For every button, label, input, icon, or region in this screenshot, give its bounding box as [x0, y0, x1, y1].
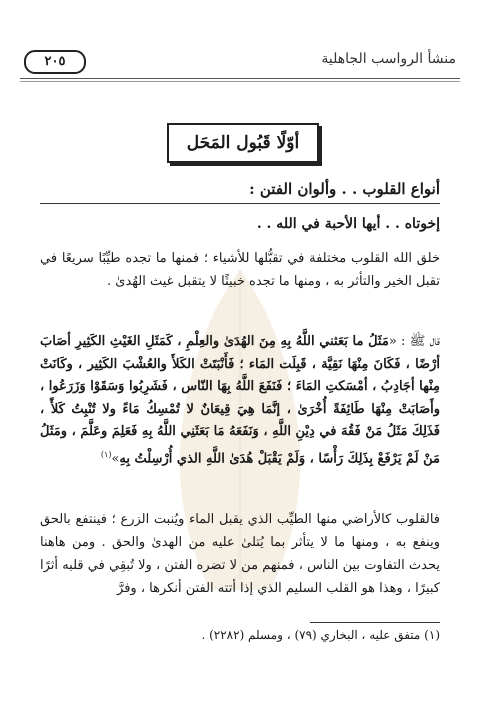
running-header-title: منشأ الرواسب الجاهلية	[321, 51, 456, 67]
footnote-ref[interactable]: (١)	[100, 449, 112, 459]
header-divider	[20, 78, 460, 79]
section-title-box	[167, 123, 319, 163]
page-number-badge: ٢٠٥	[24, 50, 86, 74]
section-title: أوّلًا قَبُول المَحَل	[186, 133, 300, 153]
header-divider-secondary	[20, 81, 460, 82]
paragraph-2-hadith	[40, 331, 440, 470]
hadith-quote: مَثَلُ ما بَعَثني اللَّهُ بِهِ مِنَ الهُدَىٰ والعِلْمِ ، كَمَثَلِ الغَيْثِ الكَثِيرِ أصَابَ أرْضًا ، فَكَانَ مِنْهَا نَقِيَّة ، قَبِلَت المَاء ؛ فَأَنْبَتَتْ الكَلأَ والعُشْبَ الكَثِير ، وكَانَتْ مِنْها أجَادِبُ ، أمْسَكتِ المَاءَ ؛ فَنَفَعَ اللَّهُ بِهَا النّاس ، فَشَرِبُوا وَسَقَوْا وَزَرَعُوا ، وأَصَابَتْ مِنْهَا طَائِفَةً أُخْرَىٰ ، إنَّمَا هِيَ قِيعَانٌ لا تُمْسِكُ مَاءً ولا تُنْبِتُ كَلأً ، فَذَلِكَ مَثَلُ مَنْ فَقُهَ في دِيْنِ اللَّهِ ، وَنَفَعَهُ مَا بَعَثَنِي اللَّهُ بِهِ فَعَلِمَ وعَلَّمَ ، ومَثَلُ مَنْ لَمْ يَرْفَعْ بِذَلِكَ رَأْسًا ، وَلَمْ يَقْبَلْ هُدَىٰ اللَّهِ الذي أُرْسِلْتُ بِهِ	[40, 334, 440, 466]
footnote: (١) متفق عليه ، البخاري (٧٩) ، ومسلم (٢٢٨٢) .	[201, 628, 440, 642]
hadith-close: »	[111, 450, 120, 466]
subheading: إخوتاه . . أيها الأحبة في الله . .	[256, 216, 440, 232]
hadith-intro: قال ﷺ : «	[388, 334, 440, 349]
paragraph-1: خلق الله القلوب مختلفة في تقبُّلها للأشياء ؛ فمنها ما تجده طيِّبًا سريعًا في تقبل الخير والتأثر به ، ومنها ما تجده خبيثًا لا يتقبل غيث الهُدىٰ .	[40, 251, 440, 289]
paragraph-3: فالقلوب كالأراضي منها الطيِّب الذي يقبل الماء ويُنبت الزرع ؛ فينتفع بالحق وينفع به ، ومنها ما لا يتأثر بما يُتلىٰ عليه من الهدىٰ والحق . ومن هاهنا يحدث التفاوت بين الناس ، فمنهم من لا تضره الفتن ، ولا تُبقِي في قلبه أثرًا كبيرًا ، وهذا هو القلب السليم الذي إذا أتته الفتن أنكرها ، وفرَّ	[40, 512, 440, 596]
heading: أنواع القلوب . . وألوان الفتن :	[249, 180, 440, 198]
heading-underline	[40, 203, 440, 204]
footnote-divider	[310, 622, 440, 623]
running-header	[20, 50, 460, 72]
